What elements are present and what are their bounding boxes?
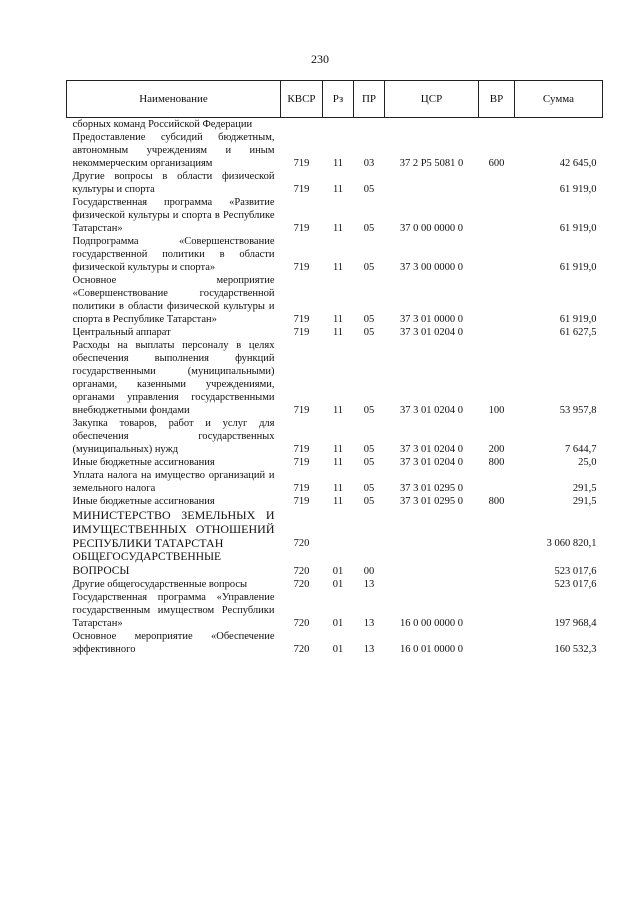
row-rz: 01 bbox=[332, 644, 344, 655]
row-csr: 37 3 01 0295 0 bbox=[400, 483, 463, 494]
row-sum: 3 060 820,1 bbox=[546, 538, 597, 549]
row-name: Основное мероприятие «Обеспечение эффективного bbox=[72, 631, 275, 655]
row-sum: 61 919,0 bbox=[559, 184, 597, 195]
table-row bbox=[67, 131, 603, 170]
row-sum: 197 968,4 bbox=[554, 618, 597, 629]
row-pr: 05 bbox=[363, 314, 375, 325]
row-sum: 523 017,6 bbox=[554, 579, 597, 590]
row-pr: 13 bbox=[363, 644, 375, 655]
row-vr bbox=[479, 469, 515, 495]
row-rz: 11 bbox=[332, 444, 344, 455]
row-name: Иные бюджетные ассигнования bbox=[72, 457, 215, 468]
row-name: Подпрограмма «Совершенствование государственной политики в области физической культуры и спорта» bbox=[72, 236, 275, 273]
row-rz: 01 bbox=[332, 579, 344, 590]
row-vr bbox=[479, 508, 515, 550]
row-name: Основное мероприятие «Совершенствование государственной политики в области физической культуры и спорта в Республике Татарстан» bbox=[72, 275, 275, 325]
row-kvsr: 719 bbox=[293, 184, 310, 195]
budget-table bbox=[66, 80, 603, 656]
row-rz: 11 bbox=[332, 483, 344, 494]
header-vr: ВР bbox=[479, 81, 515, 118]
table-row bbox=[67, 417, 603, 456]
row-rz: 11 bbox=[332, 262, 344, 273]
row-kvsr: 720 bbox=[293, 566, 310, 577]
row-kvsr: 719 bbox=[293, 262, 310, 273]
row-pr: 05 bbox=[363, 327, 375, 338]
row-rz: 11 bbox=[332, 314, 344, 325]
row-kvsr: 719 bbox=[293, 457, 310, 468]
header-name: Наименование bbox=[67, 81, 281, 118]
row-vr bbox=[479, 170, 515, 196]
row-pr: 03 bbox=[363, 158, 375, 169]
row-sum: 53 957,8 bbox=[559, 405, 597, 416]
header-pr: ПР bbox=[354, 81, 385, 118]
row-csr: 37 3 01 0204 0 bbox=[400, 327, 463, 338]
row-sum: 25,0 bbox=[578, 457, 597, 468]
row-rz: 01 bbox=[332, 566, 344, 577]
row-vr bbox=[479, 591, 515, 630]
row-vr bbox=[479, 274, 515, 326]
row-vr bbox=[479, 630, 515, 656]
row-rz: 11 bbox=[332, 327, 344, 338]
table-body bbox=[67, 118, 603, 657]
row-name: Расходы на выплаты персоналу в целях обеспечения выполнения функций государственными (муниципальными) органами, казенными учреждениями, органами управления государственными внебюджетными фондами bbox=[72, 340, 275, 416]
row-pr: 05 bbox=[363, 496, 375, 507]
row-sum: 61 919,0 bbox=[559, 223, 597, 234]
row-rz: 01 bbox=[332, 618, 344, 629]
table-row bbox=[67, 550, 603, 578]
row-kvsr: 719 bbox=[293, 158, 310, 169]
row-csr: 37 3 00 0000 0 bbox=[400, 262, 463, 273]
row-rz: 11 bbox=[332, 223, 344, 234]
table-header bbox=[67, 81, 603, 118]
row-name: Уплата налога на имущество организаций и земельного налога bbox=[72, 470, 275, 494]
row-sum: 523 017,6 bbox=[554, 566, 597, 577]
row-name: МИНИСТЕРСТВО ЗЕМЕЛЬНЫХ И ИМУЩЕСТВЕННЫХ ОТНОШЕНИЙ РЕСПУБЛИКИ ТАТАРСТАН bbox=[72, 508, 275, 550]
row-name: ОБЩЕГОСУДАРСТВЕННЫЕ ВОПРОСЫ bbox=[72, 551, 222, 577]
row-csr: 37 3 01 0000 0 bbox=[400, 314, 463, 325]
row-kvsr: 720 bbox=[293, 538, 310, 549]
row-pr: 13 bbox=[363, 618, 375, 629]
row-csr bbox=[385, 118, 479, 132]
table-row bbox=[67, 456, 603, 469]
row-csr: 37 3 01 0204 0 bbox=[400, 457, 463, 468]
row-pr: 05 bbox=[363, 405, 375, 416]
row-sum: 61 919,0 bbox=[559, 262, 597, 273]
row-pr bbox=[354, 118, 385, 132]
row-pr: 05 bbox=[363, 457, 375, 468]
row-name: Иные бюджетные ассигнования bbox=[72, 496, 215, 507]
row-sum: 7 644,7 bbox=[565, 444, 597, 455]
table-row bbox=[67, 235, 603, 274]
table-row bbox=[67, 196, 603, 235]
row-kvsr: 719 bbox=[293, 483, 310, 494]
row-csr: 37 2 P5 5081 0 bbox=[399, 158, 464, 169]
row-kvsr: 719 bbox=[293, 405, 310, 416]
row-sum: 61 919,0 bbox=[559, 314, 597, 325]
row-pr: 05 bbox=[363, 184, 375, 195]
row-csr: 16 0 01 0000 0 bbox=[400, 644, 463, 655]
row-csr bbox=[385, 170, 479, 196]
table-row bbox=[67, 118, 603, 132]
header-sum: Сумма bbox=[515, 81, 603, 118]
table-row bbox=[67, 170, 603, 196]
row-kvsr: 719 bbox=[293, 327, 310, 338]
row-kvsr: 720 bbox=[293, 618, 310, 629]
row-pr: 05 bbox=[363, 223, 375, 234]
row-vr bbox=[479, 326, 515, 339]
row-vr: 800 bbox=[488, 457, 505, 468]
row-name: Государственная программа «Управление государственным имуществом Республики Татарстан» bbox=[72, 592, 275, 629]
header-rz: Рз bbox=[323, 81, 354, 118]
row-vr: 600 bbox=[488, 158, 505, 169]
row-kvsr: 719 bbox=[293, 223, 310, 234]
row-rz: 11 bbox=[332, 184, 344, 195]
row-vr: 200 bbox=[488, 444, 505, 455]
table-row bbox=[67, 508, 603, 550]
row-name: Другие вопросы в области физической культуры и спорта bbox=[72, 171, 275, 195]
header-kvsr: КВСР bbox=[281, 81, 323, 118]
row-sum: 291,5 bbox=[572, 483, 597, 494]
row-kvsr: 719 bbox=[293, 444, 310, 455]
row-vr bbox=[479, 578, 515, 591]
row-vr bbox=[479, 235, 515, 274]
row-pr: 13 bbox=[363, 579, 375, 590]
row-kvsr: 719 bbox=[293, 314, 310, 325]
row-name: Государственная программа «Развитие физической культуры и спорта в Республике Татарстан» bbox=[72, 197, 275, 234]
row-vr bbox=[479, 118, 515, 132]
row-pr: 05 bbox=[363, 444, 375, 455]
row-sum: 291,5 bbox=[572, 496, 597, 507]
row-csr bbox=[385, 508, 479, 550]
table-row bbox=[67, 339, 603, 417]
row-name: Предоставление субсидий бюджетным, автономным учреждениям и иным некоммерческим организациям bbox=[72, 132, 275, 169]
row-sum: 160 532,3 bbox=[554, 644, 597, 655]
table-row bbox=[67, 326, 603, 339]
row-csr: 16 0 00 0000 0 bbox=[400, 618, 463, 629]
table-row bbox=[67, 578, 603, 591]
row-vr: 800 bbox=[488, 496, 505, 507]
row-kvsr: 719 bbox=[293, 496, 310, 507]
row-vr: 100 bbox=[488, 405, 505, 416]
row-csr: 37 3 01 0204 0 bbox=[400, 405, 463, 416]
row-csr bbox=[385, 578, 479, 591]
row-kvsr bbox=[281, 118, 323, 132]
row-csr: 37 0 00 0000 0 bbox=[400, 223, 463, 234]
row-csr: 37 3 01 0295 0 bbox=[400, 496, 463, 507]
row-rz: 11 bbox=[332, 496, 344, 507]
table-row bbox=[67, 630, 603, 656]
row-name: сборных команд Российской Федерации bbox=[72, 119, 253, 130]
row-rz bbox=[323, 118, 354, 132]
row-vr bbox=[479, 196, 515, 235]
table-row bbox=[67, 274, 603, 326]
table-row bbox=[67, 495, 603, 508]
row-name: Закупка товаров, работ и услуг для обеспечения государственных (муниципальных) нужд bbox=[72, 418, 275, 455]
row-pr: 05 bbox=[363, 262, 375, 273]
row-kvsr: 720 bbox=[293, 579, 310, 590]
table-row bbox=[67, 591, 603, 630]
row-sum: 42 645,0 bbox=[559, 158, 597, 169]
table-row bbox=[67, 469, 603, 495]
row-pr: 05 bbox=[363, 483, 375, 494]
row-csr: 37 3 01 0204 0 bbox=[400, 444, 463, 455]
row-rz: 11 bbox=[332, 457, 344, 468]
row-name: Другие общегосударственные вопросы bbox=[72, 579, 248, 590]
row-sum: 61 627,5 bbox=[559, 327, 597, 338]
row-sum bbox=[515, 118, 603, 132]
header-csr: ЦСР bbox=[385, 81, 479, 118]
row-pr bbox=[354, 508, 385, 550]
row-vr bbox=[479, 550, 515, 578]
row-kvsr: 720 bbox=[293, 644, 310, 655]
page-number: 230 bbox=[311, 52, 329, 66]
row-pr: 00 bbox=[363, 566, 375, 577]
row-csr bbox=[385, 550, 479, 578]
row-rz bbox=[323, 508, 354, 550]
row-name: Центральный аппарат bbox=[72, 327, 171, 338]
row-rz: 11 bbox=[332, 405, 344, 416]
row-rz: 11 bbox=[332, 158, 344, 169]
